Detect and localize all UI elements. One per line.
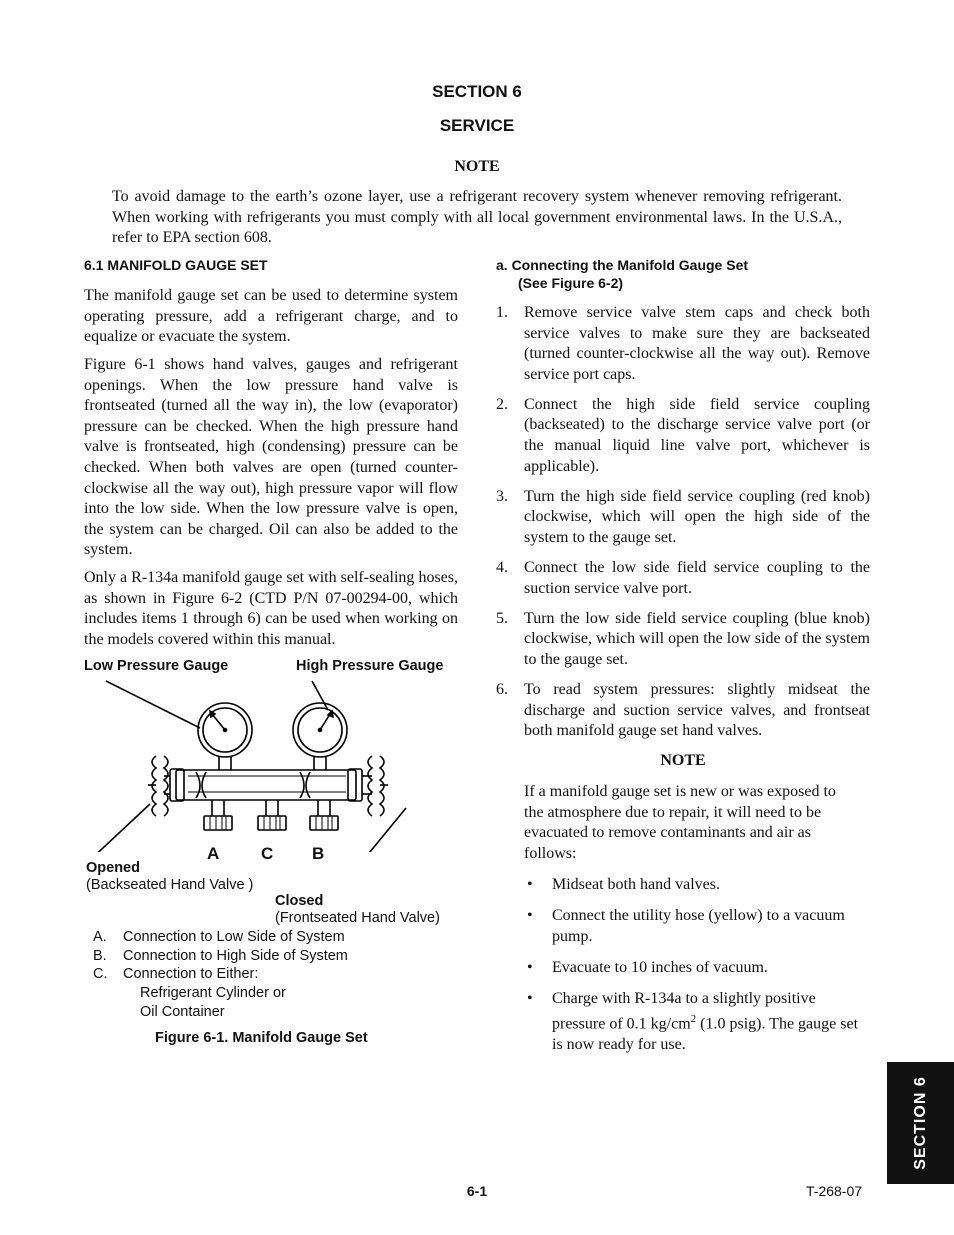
- step-text: Turn the low side field service coupling (blue knob) clockwise, which will open the low side of the system to the gauge set.: [524, 609, 870, 668]
- legend-key-a: A.: [93, 929, 107, 945]
- document-number: T-268-07: [806, 1183, 863, 1199]
- step-5: [496, 609, 870, 671]
- legend-c-line-2: Oil Container: [140, 1004, 225, 1020]
- evacuation-bullets: [524, 874, 870, 1065]
- step-4: [496, 558, 870, 599]
- bullet-text-post: (1.0 psig). The gauge set is now ready for use.: [552, 1015, 859, 1054]
- bullet-1: [524, 874, 870, 895]
- paragraph-3: Only a R-134a manifold gauge set with self-sealing hoses, as shown in Figure 6-2 (CTD P/N 07-00294-00, which includes items 1 through 6) can be used when working on the models covered within this manual.: [84, 569, 458, 648]
- fitting-b: [310, 816, 338, 830]
- bullet-symbol: •: [527, 990, 533, 1007]
- bullet-3: [524, 957, 870, 978]
- section-side-tab: [887, 1062, 954, 1184]
- top-note-title: NOTE: [454, 158, 500, 175]
- high-gauge-needle: [320, 714, 330, 730]
- connecting-heading-ref: (See Figure 6-2): [518, 275, 624, 291]
- section-heading: SECTION 6: [432, 82, 522, 101]
- inner-note-title: NOTE: [660, 752, 706, 769]
- legend-key-c: C.: [93, 966, 108, 982]
- fitting-label-c: C: [261, 844, 274, 863]
- manifold-heading: 6.1 MANIFOLD GAUGE SET: [84, 257, 268, 273]
- opened-sublabel: (Backseated Hand Valve ): [86, 877, 254, 893]
- page-title: SERVICE: [439, 116, 515, 135]
- bullet-text: Connect the utility hose (yellow) to a vacuum pump.: [552, 907, 845, 945]
- step-number: 3.: [496, 487, 508, 505]
- steps-list: [496, 303, 870, 751]
- step-number: 2.: [496, 395, 508, 413]
- step-number: 5.: [496, 609, 508, 627]
- left-valve-body: [170, 769, 184, 801]
- figure-caption: Figure 6-1. Manifold Gauge Set: [155, 1030, 368, 1046]
- manifold-body: [176, 770, 356, 800]
- step-text: Remove service valve stem caps and check both service valves to make sure they are backseated (turned counter-clockwise all the way out). Remove service port caps.: [524, 304, 870, 383]
- step-2: [496, 395, 870, 477]
- bullet-symbol: •: [527, 959, 533, 976]
- step-number: 1.: [496, 304, 508, 321]
- bullet-text-pre: Charge with R-134a to a slightly positive pressure of 0.1 kg/cm: [552, 990, 816, 1033]
- inner-note-text: If a manifold gauge set is new or was exposed to the atmosphere due to repair, it will need to be evacuated to remove contaminants and air as follows:: [524, 783, 836, 862]
- step-1: [496, 303, 870, 385]
- leader-low-gauge: [106, 681, 200, 728]
- bullet-4: [524, 988, 870, 1055]
- legend-c-line-1: Refrigerant Cylinder or: [140, 985, 286, 1001]
- paragraph-2: Figure 6-1 shows hand valves, gauges and refrigerant openings. When the low pressure hand valve is frontseated (turned all the way in), the low (evaporator) pressure can be checked. When the high pressure hand valve is frontseated, high (condensing) pressure can be checked. When both valves are open (turned counter-clockwise all the way out), high pressure vapor will flow into the low side. When the low pressure valve is open, the system can be charged. Oil can also be added to the system.: [84, 356, 458, 559]
- closed-sublabel: (Frontseated Hand Valve): [275, 910, 440, 926]
- legend-text-a: Connection to Low Side of System: [123, 929, 345, 945]
- page-number: 6-1: [466, 1183, 488, 1199]
- opened-label: Opened: [86, 860, 140, 876]
- manifold-gauge-diagram: [84, 676, 458, 852]
- bullet-text: Midseat both hand valves.: [552, 876, 720, 893]
- bullet-text: Evacuate to 10 inches of vacuum.: [552, 959, 768, 976]
- step-number: 4.: [496, 559, 508, 577]
- closed-label: Closed: [275, 893, 324, 909]
- fitting-c: [258, 816, 286, 830]
- connecting-heading: a. Connecting the Manifold Gauge Set: [496, 257, 749, 273]
- side-tab-label: SECTION 6: [911, 1076, 929, 1170]
- right-valve-body: [348, 769, 362, 801]
- fitting-label-a: A: [207, 844, 220, 863]
- superscript-2: 2: [690, 1013, 697, 1025]
- legend-key-b: B.: [93, 948, 107, 964]
- step-3: [496, 487, 870, 549]
- fitting-a: [204, 816, 232, 830]
- fitting-label-b: B: [312, 844, 325, 863]
- step-number: 6.: [496, 681, 508, 698]
- bullet-symbol: •: [527, 876, 533, 893]
- top-note-text: To avoid damage to the earth’s ozone layer, use a refrigerant recovery system whenever removing refrigerant. When working with refrigerants you must comply with all local government environmental laws. In the U.S.A., refer to EPA section 608.: [112, 188, 842, 247]
- leader-opened: [88, 804, 150, 852]
- legend-text-b: Connection to High Side of System: [123, 948, 348, 964]
- step-6: [496, 680, 870, 742]
- low-pressure-gauge-label: Low Pressure Gauge: [84, 658, 229, 674]
- step-text: To read system pressures: slightly midseat the discharge and suction service valves, and frontseat both manifold gauge set hand valves.: [524, 681, 870, 740]
- high-gauge-needle-tip: [328, 711, 333, 717]
- step-text: Connect the low side field service coupling to the suction service valve port.: [524, 559, 870, 597]
- high-pressure-gauge-label: High Pressure Gauge: [296, 658, 444, 674]
- leader-high-gauge: [312, 681, 328, 710]
- bullet-symbol: •: [527, 907, 533, 924]
- low-gauge-needle: [212, 714, 225, 730]
- bullet-2: [524, 905, 870, 947]
- paragraph-1: The manifold gauge set can be used to determine system operating pressure, add a refrigerant charge, and to equalize or evacuate the system.: [84, 287, 458, 346]
- legend-text-c: Connection to Either:: [123, 966, 259, 982]
- step-text: Connect the high side field service coupling (backseated) to the discharge service valve port (or the manual liquid line valve port, whichever is applicable).: [524, 395, 870, 475]
- step-text: Turn the high side field service coupling (red knob) clockwise, which will open the high side of the system to the gauge set.: [524, 487, 870, 546]
